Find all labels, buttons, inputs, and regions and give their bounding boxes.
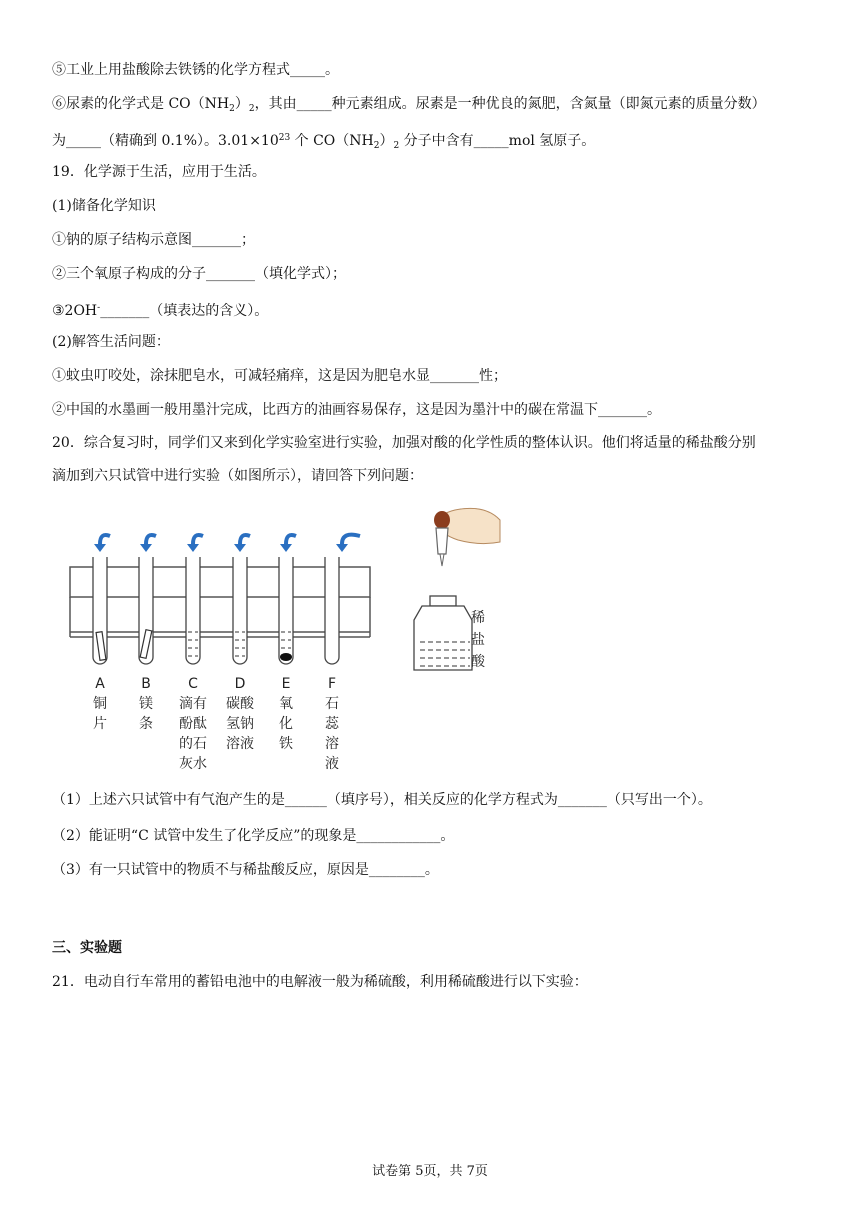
iron-oxide-powder bbox=[280, 653, 292, 661]
q18-item6-cont: 为_____（精确到 0.1%）。$3.01\times 10^{23}$ 个 $CO(NH_2)_2$ 分子中含有_____mol 氢原子。 bbox=[52, 133, 596, 151]
svg-text:铁: 铁 bbox=[279, 736, 293, 752]
test-tubes bbox=[93, 557, 339, 664]
q19-1-b: ②三个氧原子构成的分子_______（填化学式）； bbox=[52, 266, 346, 282]
svg-text:液: 液 bbox=[325, 756, 339, 772]
svg-text:D: D bbox=[234, 676, 246, 692]
svg-text:石: 石 bbox=[325, 696, 339, 712]
svg-text:镁: 镁 bbox=[139, 696, 153, 712]
section-heading: 三、实验题 bbox=[52, 940, 122, 956]
svg-text:溶液: 溶液 bbox=[226, 736, 254, 752]
dropper-arrows bbox=[100, 535, 360, 544]
q19-1-a: ①钠的原子结构示意图_______； bbox=[52, 232, 255, 248]
q20-stem-1: 20．综合复习时，同学们又来到化学实验室进行实验，加强对酸的化学性质的整体认识。他们将适量的稀盐酸分别 bbox=[52, 435, 756, 451]
q19-2-b: ②中国的水墨画一般用墨汁完成，比西方的油画容易保存，这是因为墨汁中的碳在常温下_______。 bbox=[52, 402, 661, 418]
bottle-label bbox=[471, 610, 486, 670]
svg-text:氢钠: 氢钠 bbox=[226, 716, 254, 732]
svg-text:盐: 盐 bbox=[471, 632, 485, 648]
svg-text:化: 化 bbox=[279, 716, 293, 732]
svg-text:的石: 的石 bbox=[179, 736, 207, 752]
svg-text:铜: 铜 bbox=[93, 696, 107, 712]
q19-1-c: ③2OH-_______（填表达的含义）。 bbox=[52, 303, 269, 319]
svg-text:碳酸: 碳酸 bbox=[226, 696, 254, 712]
svg-text:酸: 酸 bbox=[471, 654, 485, 670]
svg-text:片: 片 bbox=[93, 716, 107, 732]
q20-stem-2: 滴加到六只试管中进行实验（如图所示），请回答下列问题： bbox=[52, 468, 423, 484]
svg-text:C: C bbox=[188, 676, 198, 692]
q19-2-a: ①蚊虫叮咬处，涂抹肥皂水，可减轻痛痒，这是因为肥皂水显_______性； bbox=[52, 368, 507, 384]
svg-text:滴有: 滴有 bbox=[179, 696, 207, 712]
svg-text:A: A bbox=[95, 676, 105, 692]
hand-with-dropper bbox=[434, 508, 500, 566]
q20-part3: （3）有一只试管中的物质不与稀盐酸反应，原因是________。 bbox=[52, 862, 439, 878]
svg-text:条: 条 bbox=[139, 716, 153, 732]
q20-part1: （1）上述六只试管中有气泡产生的是______（填序号），相关反应的化学方程式为_______（只写出一个）。 bbox=[52, 792, 712, 808]
svg-text:E: E bbox=[281, 676, 291, 692]
svg-text:酚酞: 酚酞 bbox=[179, 716, 207, 732]
experiment-figure bbox=[60, 492, 510, 782]
svg-text:灰水: 灰水 bbox=[179, 756, 207, 772]
svg-text:稀: 稀 bbox=[471, 610, 485, 626]
svg-text:蕊: 蕊 bbox=[325, 716, 339, 732]
acid-bottle bbox=[414, 596, 472, 670]
q19-stem: 19．化学源于生活，应用于生活。 bbox=[52, 164, 266, 180]
svg-text:B: B bbox=[141, 676, 151, 692]
q18-item5: ⑤工业上用盐酸除去铁锈的化学方程式_____。 bbox=[52, 62, 339, 78]
svg-text:氧: 氧 bbox=[279, 696, 293, 712]
svg-text:F: F bbox=[327, 676, 337, 692]
q18-item6: ⑥尿素的化学式是 $CO(NH_2)_2$，其由_____种元素组成。尿素是一种优良的氮肥，含氮量（即氮元素的质量分数） bbox=[52, 96, 766, 114]
svg-text:溶: 溶 bbox=[325, 736, 339, 752]
tube-labels bbox=[93, 676, 340, 772]
q20-part2: （2）能证明“C 试管中发生了化学反应”的现象是____________。 bbox=[52, 828, 455, 844]
q21-stem: 21．电动自行车常用的蓄铅电池中的电解液一般为稀硫酸，利用稀硫酸进行以下实验： bbox=[52, 974, 588, 990]
q19-part2: (2)解答生活问题： bbox=[52, 334, 170, 350]
page-footer: 试卷第 5页，共 7页 bbox=[372, 1164, 488, 1179]
q19-part1: (1)储备化学知识 bbox=[52, 198, 156, 214]
